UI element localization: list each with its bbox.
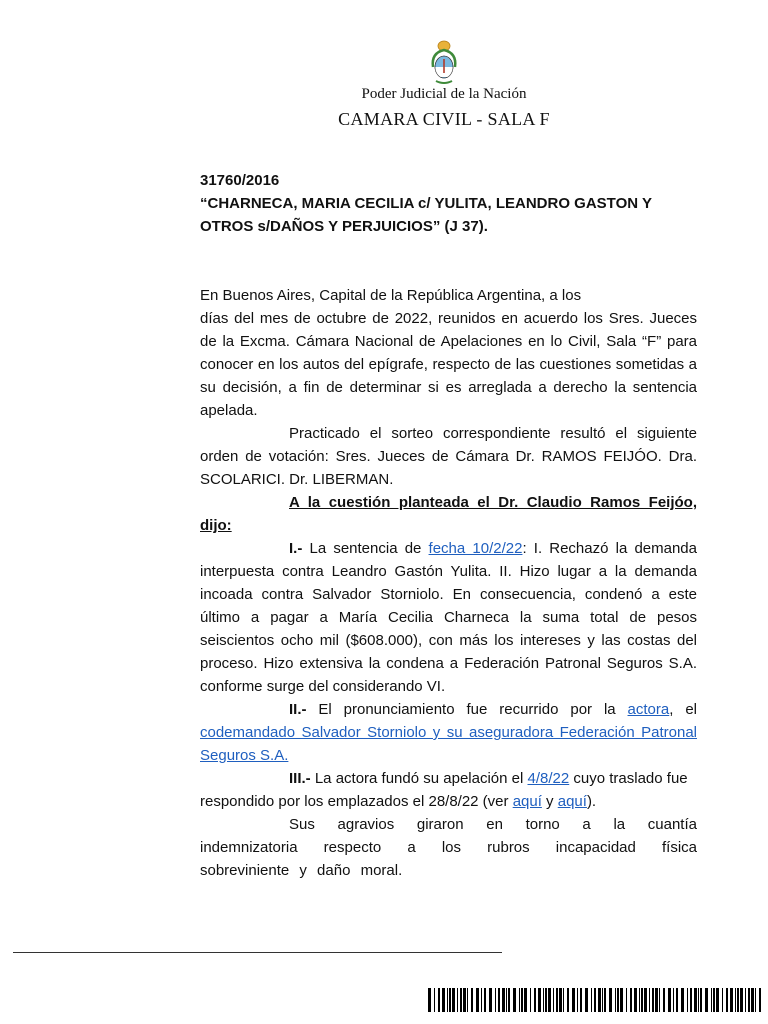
- case-caption: [200, 192, 697, 238]
- barcode-icon: [428, 988, 762, 1012]
- paragraph-agravios: Sus agravios giraron en torno a la cuantía indemnizatoria respecto a los rubros incapacidad física sobreviniente y daño moral.: [200, 816, 697, 879]
- footnote-separator: [13, 952, 502, 953]
- case-number: 31760/2016: [200, 172, 280, 189]
- case-caption-line1: “CHARNECA, MARIA CECILIA c/ YULITA, LEANDRO GASTON Y: [200, 195, 652, 212]
- section-marker-ii: II.-: [289, 701, 307, 718]
- section-marker-i: I.-: [289, 540, 303, 557]
- paragraph-opening: días del mes de octubre de 2022, reunidos en acuerdo los Sres. Jueces de la Excma. Cámara Nacional de Apelaciones en lo Civil, Sala “F” para conocer en los autos del epígrafe, respecto de las cuestiones sometidas a su decisión, a fin de determinar si es arreglada a derecho la sentencia apelada.: [200, 310, 697, 419]
- link-actora[interactable]: actora: [627, 701, 670, 718]
- coat-of-arms-icon: [429, 37, 459, 85]
- court-name: CAMARA CIVIL - SALA F: [338, 109, 550, 129]
- paragraph-sorteo: Practicado el sorteo correspondiente resultó el siguiente orden de votación: Sres. Jueces de Cámara Dr. RAMOS FEIJÓO. Dra. SCOLARICI. Dr. LIBERMAN.: [200, 425, 697, 488]
- document-body: [200, 284, 697, 882]
- link-codemandado[interactable]: codemandado Salvador Storniolo y su aseguradora Federación Patronal Seguros S.A.: [200, 724, 697, 764]
- paragraph-iii: III.- La actora fundó su apelación el 4/8/22 cuyo traslado fue respondido por los emplazados el 28/8/22 (ver aquí y aquí).: [200, 770, 688, 810]
- paragraph-i: I.- La sentencia de fecha 10/2/22: I. Rechazó la demanda interpuesta contra Leandro Gastón Yulita. II. Hizo lugar a la demanda incoada contra Salvador Storniolo. En consecuencia, condenó a este último a pagar a María Cecilia Charneca la suma total de pesos seiscientos ocho mil ($608.000), con más los intereses y las costas del proceso. Hizo extensiva la condena a Federación Patronal Seguros S.A. conforme surge del considerando VI.: [200, 540, 697, 695]
- section-marker-iii: III.-: [289, 770, 311, 787]
- institution-name: Poder Judicial de la Nación: [361, 86, 527, 102]
- link-aqui-1[interactable]: aquí: [512, 793, 542, 810]
- link-fecha-sentencia[interactable]: fecha 10/2/22: [428, 540, 523, 557]
- paragraph-opening-line: En Buenos Aires, Capital de la República Argentina, a los: [200, 287, 582, 304]
- question-heading: A la cuestión planteada el Dr. Claudio Ramos Feijóo, dijo:: [200, 494, 697, 534]
- paragraph-ii: II.- El pronunciamiento fue recurrido por la actora, el codemandado Salvador Storniolo y su aseguradora Federación Patronal Seguros S.A.: [200, 701, 697, 764]
- link-aqui-2[interactable]: aquí: [557, 793, 587, 810]
- link-apelacion-fecha[interactable]: 4/8/22: [527, 770, 570, 787]
- case-caption-line2: OTROS s/DAÑOS Y PERJUICIOS” (J 37).: [200, 218, 488, 235]
